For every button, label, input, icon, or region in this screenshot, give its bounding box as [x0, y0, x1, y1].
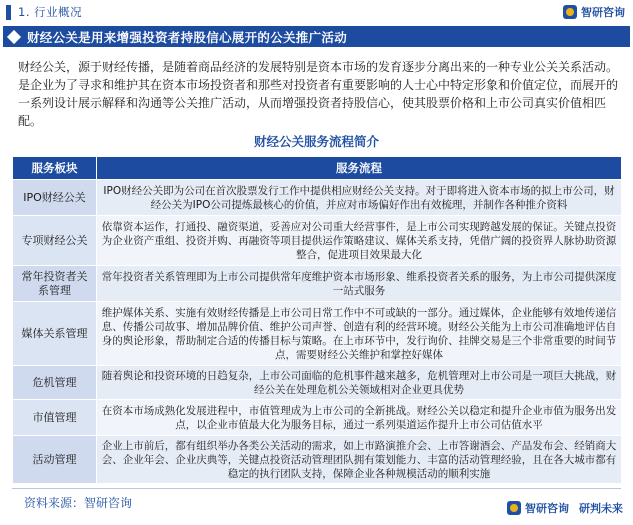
header-category: 服务板块: [13, 157, 97, 180]
row-description: 随着舆论和投资环境的日趋复杂，上市公司面临的危机事件越来越多，危机管理对上市公司是一项巨大挑战，财经公关在处理危机公关领域相对企业更具优势: [97, 366, 622, 400]
service-flow-table: [12, 156, 622, 484]
brand-logo: [563, 4, 625, 20]
row-category: 活动管理: [13, 436, 97, 484]
row-category: 危机管理: [13, 366, 97, 400]
table-row: [13, 302, 622, 366]
row-category: 专项财经公关: [13, 216, 97, 266]
table-row: [13, 266, 622, 302]
footer-divider: [12, 488, 621, 489]
table-row: [13, 436, 622, 484]
title-banner: [3, 26, 630, 47]
top-bar: [0, 0, 633, 24]
footer-brand-name: 智研咨询: [525, 502, 569, 515]
row-description: 维护媒体关系、实施有效财经传播是上市公司日常工作中不可或缺的一部分。通过媒体，企业能够有效地传递信息、传播公司故事、增加品牌价值、维护公司声誉、创造有利的经营环境。财经公关能为上市公司准确地评估自身的舆论形象，帮助制定合适的传播目标与策略。在上市环节中，发行询价、挂牌交易是三个非常重要的时间节点，需要财经公关维护和掌控好媒体: [97, 302, 622, 366]
row-description: 依靠资本运作，打通投、融资渠道，妥善应对公司重大经营事件，是上市公司实现跨越发展的保证。关键点投资为企业资产重组、投资并购、再融资等项目提供运作策略建议、媒体关系支持，凭借广阔的投资界人脉协助资源整合，促进项目效果最大化: [97, 216, 622, 266]
row-category: 市值管理: [13, 400, 97, 436]
source-note: 资料来源：智研咨询: [24, 496, 133, 510]
row-description: 企业上市前后，都有组织举办各类公关活动的需求，如上市路演推介会、上市答谢酒会、产品发布会、经销商大会、企业年会、企业庆典等，关键点投资活动管理团队拥有策划能力、丰富的活动管理经验，且在各大城市都有稳定的执行团队支持，保障企业各种规模活动的顺利实施: [97, 436, 622, 484]
section-accent-bar: [6, 5, 11, 20]
page-title: 财经公关是用来增强投资者持股信心展开的公关推广活动: [27, 29, 348, 45]
row-description: 常年投资者关系管理即为上市公司提供常年度维护资本市场形象、维系投资者关系的服务，为上市公司提供深度一站式服务: [97, 266, 622, 302]
footer-logo-icon: [507, 501, 521, 515]
footer-slogan: 研判未来: [579, 502, 623, 515]
table-row: [13, 216, 622, 266]
row-category: 媒体关系管理: [13, 302, 97, 366]
brand-name: 智研咨询: [581, 6, 625, 19]
section-heading: 1. 行业概况: [18, 5, 83, 19]
row-category: IPO财经公关: [13, 180, 97, 216]
row-category: 常年投资者关系管理: [13, 266, 97, 302]
header-process: 服务流程: [97, 157, 622, 180]
table-row: [13, 180, 622, 216]
table-header-row: [13, 157, 622, 180]
table-row: [13, 366, 622, 400]
diamond-icon: [7, 29, 21, 43]
intro-paragraph: 财经公关，源于财经传播，是随着商品经济的发展特别是资本市场的发育逐步分离出来的一种专业公关关系活动。是企业为了寻求和维护其在资本市场投资者和那些对投资者有重要影响的人士心中特定形象和价值定位，而展开的一系列设计展示解释和沟通等公关推广活动，从而增强投资者持股信心，使其股票价格和上市公司真实价值相匹配。: [18, 60, 619, 128]
table-row: [13, 400, 622, 436]
row-description: 在资本市场成熟化发展进程中，市值管理成为上市公司的全新挑战。财经公关以稳定和提升企业市值为服务出发点，以企业市值最大化为服务目标，通过一系列渠道运作提升上市公司估值水平: [97, 400, 622, 436]
row-description: IPO财经公关即为公司在首次股票发行工作中提供相应财经公关支持。对于即将进入资本市场的拟上市公司，财经公关为IPO公司提炼最核心的价值，并应对市场偏好作出有效梳理，并制作各种推介资料: [97, 180, 622, 216]
footer-brand: [507, 500, 623, 516]
brand-logo-icon: [563, 5, 577, 19]
table-title: 财经公关服务流程简介: [253, 134, 379, 149]
